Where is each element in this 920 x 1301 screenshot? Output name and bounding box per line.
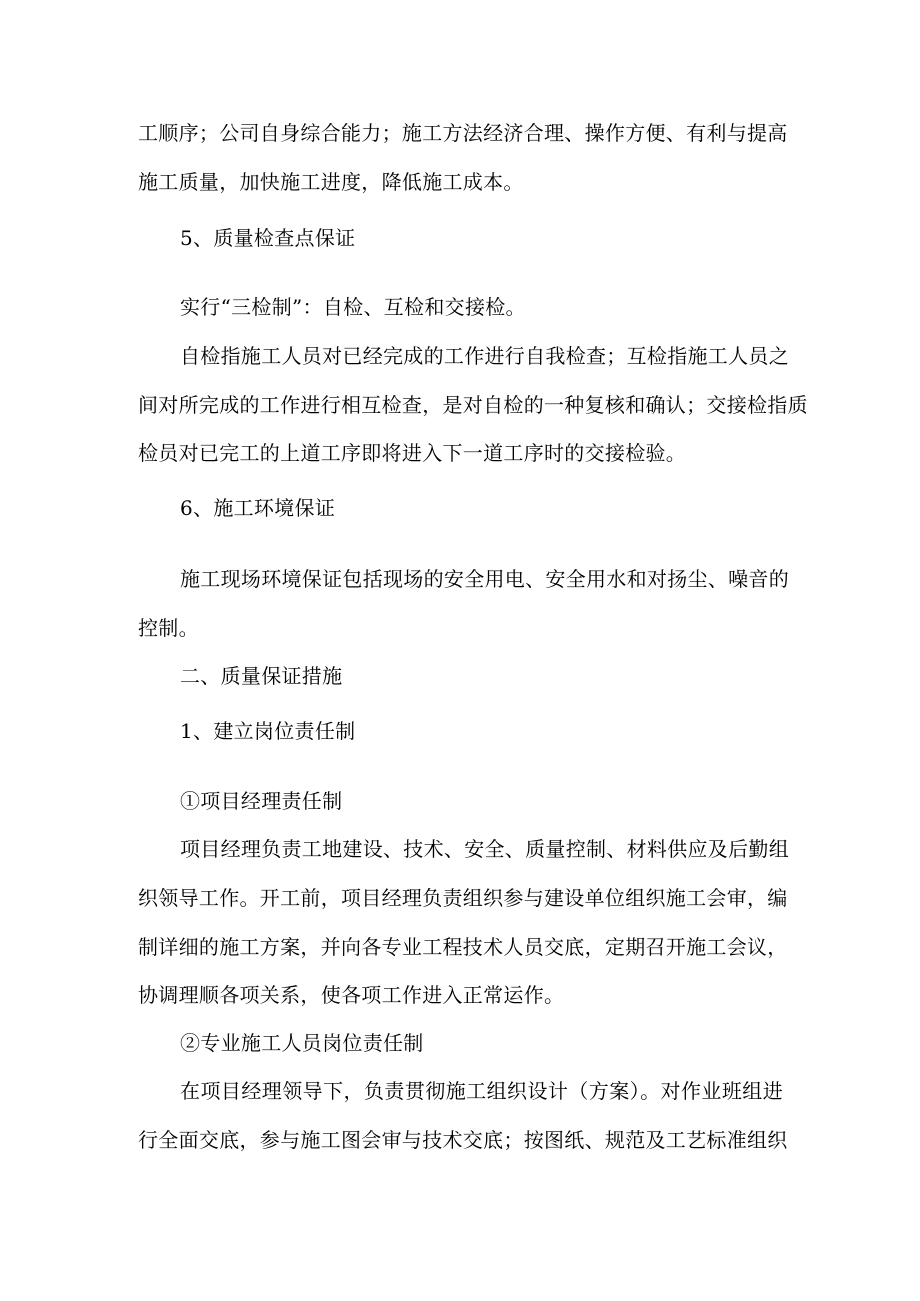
paragraph-line: 行全面交底，参与施工图会审与技术交底；按图纸、规范及工艺标准组织 xyxy=(138,1128,788,1152)
paragraph-line: 施工质量，加快施工进度，降低施工成本。 xyxy=(138,170,524,194)
section-heading: 5、质量检查点保证 xyxy=(180,226,356,250)
paragraph-line: 施工现场环境保证包括现场的安全用电、安全用水和对扬尘、噪音的 xyxy=(180,567,789,591)
subsection-heading: ②专业施工人员岗位责任制 xyxy=(180,1031,424,1055)
paragraph-line: 控制。 xyxy=(138,616,199,640)
paragraph-line: 检员对已完工的上道工序即将进入下一道工序时的交接检验。 xyxy=(138,441,687,465)
paragraph-line: 间对所完成的工作进行相互检查，是对自检的一种复核和确认；交接检指质 xyxy=(138,393,808,417)
paragraph-line: 项目经理负责工地建设、技术、安全、质量控制、材料供应及后勤组 xyxy=(180,837,789,861)
subsection-heading: ①项目经理责任制 xyxy=(180,789,343,813)
paragraph-line: 自检指施工人员对已经完成的工作进行自我检查；互检指施工人员之 xyxy=(180,344,789,368)
chapter-heading: 二、质量保证措施 xyxy=(180,664,343,688)
section-heading: 6、施工环境保证 xyxy=(180,496,336,520)
paragraph-line: 实行“三检制”：自检、互检和交接检。 xyxy=(180,295,526,319)
paragraph-line: 工顺序；公司自身综合能力；施工方法经济合理、操作方便、有利与提高 xyxy=(138,121,788,145)
paragraph-line: 协调理顺各项关系，使各项工作进入正常运作。 xyxy=(138,983,565,1007)
section-heading: 1、建立岗位责任制 xyxy=(180,719,356,743)
paragraph-line: 制详细的施工方案，并向各专业工程技术人员交底，定期召开施工会议， xyxy=(138,935,788,959)
paragraph-line: 在项目经理领导下，负责贯彻施工组织设计（方案）。对作业班组进 xyxy=(180,1079,783,1103)
paragraph-line: 织领导工作。开工前，项目经理负责组织参与建设单位组织施工会审，编 xyxy=(138,886,788,910)
